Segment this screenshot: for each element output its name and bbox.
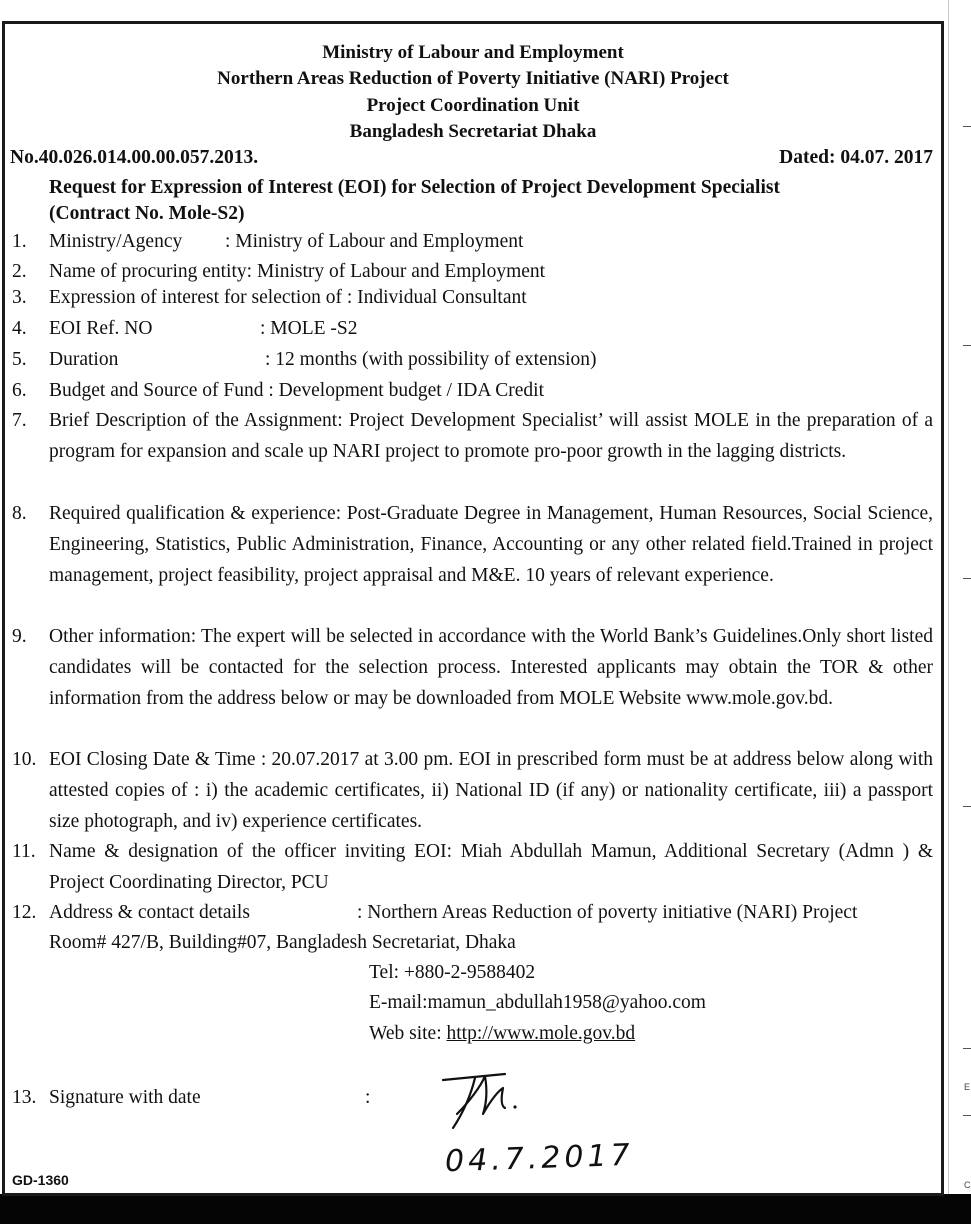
item-text: Other information: The expert will be selected in accordance with the World Bank’s Guidelines.Only short listed candidates will be contacted for the selection process. Interested applicants may obtain the TOR & other information from the address below or may be downloaded from MOLE Website www.mole.gov.bd. bbox=[49, 626, 933, 709]
edge-mark-c: C bbox=[964, 1180, 971, 1190]
ministry-title: Ministry of Labour and Employment bbox=[322, 42, 624, 63]
signature-date: 04.7.2017 bbox=[444, 1137, 635, 1180]
contact-email: E-mail:mamun_abdullah1958@yahoo.com bbox=[369, 992, 706, 1013]
contact-website bbox=[369, 1021, 635, 1047]
item-value: : Ministry of Labour and Employment bbox=[225, 231, 524, 252]
item-number: 7. bbox=[12, 410, 27, 431]
adjacent-page-edge bbox=[948, 0, 971, 1194]
item-value: : 12 months (with possibility of extension) bbox=[265, 349, 597, 370]
memo-number: No.40.026.014.00.00.057.2013. bbox=[10, 147, 259, 168]
item-label: Duration bbox=[49, 349, 119, 370]
item-number: 10. bbox=[12, 749, 37, 770]
item-number: 1. bbox=[12, 231, 27, 252]
address-line: Room# 427/B, Building#07, Bangladesh Secretariat, Dhaka bbox=[49, 932, 516, 953]
item-number: 6. bbox=[12, 380, 27, 401]
project-title: Northern Areas Reduction of Poverty Initiative (NARI) Project bbox=[217, 68, 729, 89]
edge-rule bbox=[963, 1048, 971, 1049]
edge-rule bbox=[963, 806, 971, 807]
unit-title: Project Coordination Unit bbox=[366, 95, 580, 116]
subject-line-2: (Contract No. Mole-S2) bbox=[49, 203, 245, 224]
item-label: Address & contact details bbox=[49, 902, 250, 923]
footer-code: GD-1360 bbox=[12, 1172, 69, 1188]
website-link[interactable]: http://www.mole.gov.bd bbox=[446, 1023, 636, 1044]
handwritten-signature bbox=[435, 1072, 525, 1132]
website-label: Web site: bbox=[369, 1023, 447, 1044]
location-title: Bangladesh Secretariat Dhaka bbox=[349, 121, 597, 142]
item-text: Budget and Source of Fund : Development budget / IDA Credit bbox=[49, 380, 545, 401]
item-text: Name of procuring entity: Ministry of Labour and Employment bbox=[49, 261, 546, 282]
item-number: 11. bbox=[12, 841, 36, 862]
subject-line-1: Request for Expression of Interest (EOI) for Selection of Project Development Specialist bbox=[49, 177, 780, 198]
bottom-black-bar bbox=[0, 1194, 971, 1224]
item-number: 13. bbox=[12, 1087, 37, 1108]
item-number: 9. bbox=[12, 626, 27, 647]
item-text: Name & designation of the officer inviting EOI: Miah Abdullah Mamun, Additional Secretary (Admn ) & Project Coordinating Director, PCU bbox=[49, 841, 933, 893]
item-text: Brief Description of the Assignment: Project Development Specialist’ will assist MOLE in the preparation of a program for expansion and scale up NARI project to promote pro-poor growth in the lagging districts. bbox=[49, 410, 933, 462]
item-colon: : bbox=[365, 1087, 371, 1108]
item-value: : MOLE -S2 bbox=[260, 318, 358, 339]
eoi-notice bbox=[2, 21, 944, 1196]
contact-tel: Tel: +880-2-9588402 bbox=[369, 962, 536, 983]
edge-rule bbox=[963, 578, 971, 579]
item-number: 4. bbox=[12, 318, 27, 339]
item-number: 12. bbox=[12, 902, 37, 923]
item-number: 5. bbox=[12, 349, 27, 370]
item-text: Expression of interest for selection of : Individual Consultant bbox=[49, 287, 527, 308]
edge-rule bbox=[963, 126, 971, 127]
item-value: : Northern Areas Reduction of poverty initiative (NARI) Project bbox=[357, 902, 858, 923]
item-number: 3. bbox=[12, 287, 27, 308]
edge-rule bbox=[963, 345, 971, 346]
item-number: 8. bbox=[12, 503, 27, 524]
item-number: 2. bbox=[12, 261, 27, 282]
item-label: Ministry/Agency bbox=[49, 231, 183, 252]
item-text: EOI Closing Date & Time : 20.07.2017 at 3.00 pm. EOI in prescribed form must be at address below along with attested copies of : i) the academic certificates, ii) National ID (if any) or nationality certificate, iii) a passport size photograph, and iv) experience certificates. bbox=[49, 749, 933, 832]
edge-rule bbox=[963, 1115, 971, 1116]
item-text: Required qualification & experience: Post-Graduate Degree in Management, Human Resources, Social Science, Engineering, Statistics, Public Administration, Finance, Accounting or any other related field.Trained in project management, project feasibility, project appraisal and M&E. 10 years of relevant experience. bbox=[49, 503, 933, 586]
edge-mark-b: E bbox=[964, 1082, 971, 1092]
memo-date: Dated: 04.07. 2017 bbox=[779, 147, 933, 168]
item-label: EOI Ref. NO bbox=[49, 318, 153, 339]
item-label: Signature with date bbox=[49, 1087, 201, 1108]
